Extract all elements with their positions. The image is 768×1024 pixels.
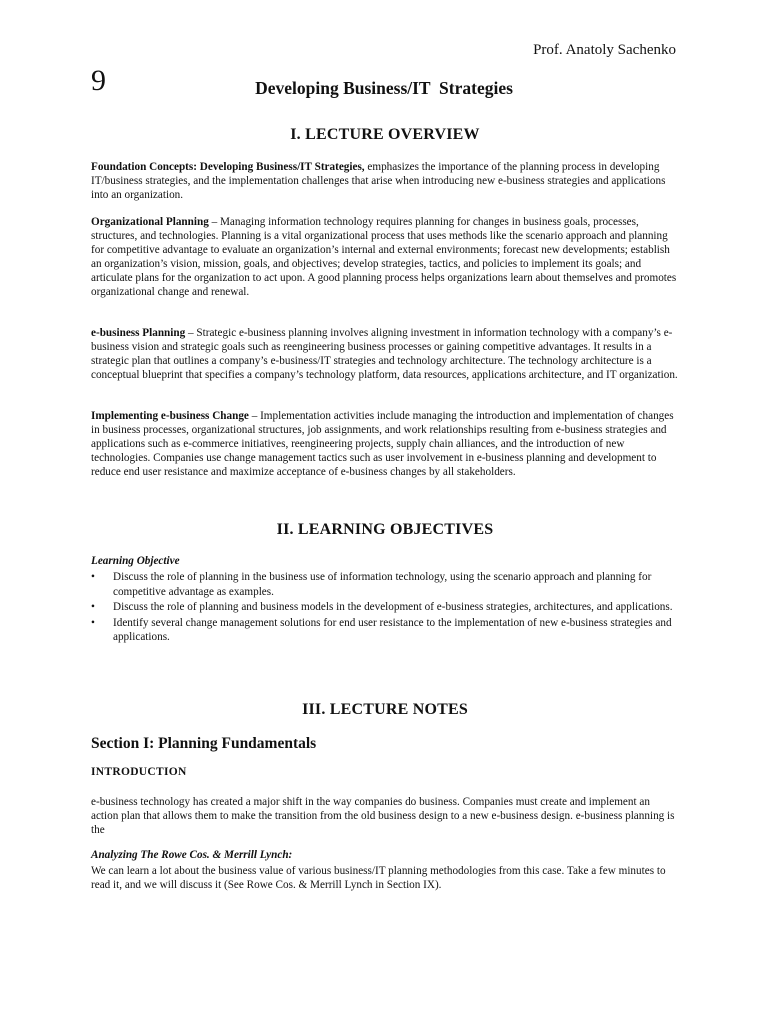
document-title-text: Developing Business/IT Strategies xyxy=(255,78,513,98)
list-item xyxy=(91,570,679,599)
paragraph-lead: Foundation Concepts: Developing Business/IT Strategies, xyxy=(91,161,365,173)
list-item xyxy=(91,600,679,615)
paragraph-text: – Managing information technology requires planning for changes in business goals, processes, structures, and technologies. Planning is a vital organizational process that uses methods like the scenario approach and planning for competitive advantage to evaluate an organization’s internal and external environments; forecast new developments; establish an organization’s vision, mission, goals, and objectives; develop strategies, tactics, and policies to implement its goals; and articulate plans for the organization to act upon. A good planning process helps organizations learn about themselves and promotes organizational change and renewal. xyxy=(91,216,677,298)
case-paragraph: We can learn a lot about the business value of various business/IT planning methodologies from this case. Take a few minutes to read it, and we will discuss it (See Rowe Cos. & Merrill Lynch in Section IX). xyxy=(91,865,666,891)
overview-paragraph-implementing-change xyxy=(91,409,679,479)
learning-objective-label: Learning Objective xyxy=(91,555,180,567)
list-item-text: Discuss the role of planning and business models in the development of e-business strategies, architectures, and applications. xyxy=(113,601,673,613)
lecture-overview-heading: I. LECTURE OVERVIEW xyxy=(290,126,480,143)
paragraph-text: – Implementation activities include managing the introduction and implementation of changes in business processes, organizational structures, job assignments, and work relationships resulting from e-business strategies and applications such as e-commerce initiatives, reengineering projects, supply chain alliances, and the introduction of new technologies. Companies use change management tactics such as user involvement in e-business planning and development to reduce end user resistance and maximize acceptance of e-business changes by all stakeholders. xyxy=(91,410,674,478)
list-item-text: Discuss the role of planning in the business use of information technology, using the scenario approach and planning for competitive advantage as examples. xyxy=(113,571,652,598)
bullet-icon: • xyxy=(91,616,95,629)
bullet-icon: • xyxy=(91,601,95,613)
introduction-heading: INTRODUCTION xyxy=(91,766,187,778)
bullet-icon: • xyxy=(91,571,95,583)
learning-objectives-heading: II. LEARNING OBJECTIVES xyxy=(276,521,494,538)
section-title: Section I: Planning Fundamentals xyxy=(91,735,317,752)
list-item-text: Identify several change management solutions for end user resistance to the implementation of new e-business strategies and applications. xyxy=(113,616,672,643)
learning-objectives-list xyxy=(91,570,679,646)
document-title xyxy=(0,78,768,99)
list-item xyxy=(91,616,679,645)
paragraph-lead: Organizational Planning xyxy=(91,216,209,228)
paragraph-text: emphasizes the importance of the planning process in developing IT/business strategies, and the implementation challenges that arise when introducing new e-business strategies and applications into an organization. xyxy=(91,161,666,201)
case-heading: Analyzing The Rowe Cos. & Merrill Lynch: xyxy=(91,849,293,861)
overview-paragraph-foundation xyxy=(91,160,679,202)
paragraph-text: – Strategic e-business planning involves aligning investment in information technology with a company’s e-business vision and strategic goals such as reengineering business processes or gaining competitive advantages. It results in a strategic plan that outlines a company’s e-business/IT strategies and technology architecture. The technology architecture is a conceptual blueprint that specifies a company’s technology platform, data resources, applications architecture, and IT organization. xyxy=(91,327,678,381)
paragraph-lead: Implementing e-business Change xyxy=(91,410,249,422)
chapter-number: 9 xyxy=(91,64,106,97)
overview-paragraph-organizational-planning xyxy=(91,215,679,299)
author-name: Prof. Anatoly Sachenko xyxy=(533,42,676,58)
lecture-notes-heading: III. LECTURE NOTES xyxy=(302,701,468,718)
paragraph-lead: e-business Planning xyxy=(91,327,186,339)
overview-paragraph-ebusiness-planning xyxy=(91,326,679,382)
introduction-paragraph: e-business technology has created a major shift in the way companies do business. Companies must create and implement an action plan that allows them to make the transition from the old business design to a new e-business design. e-business planning is the xyxy=(91,796,675,836)
